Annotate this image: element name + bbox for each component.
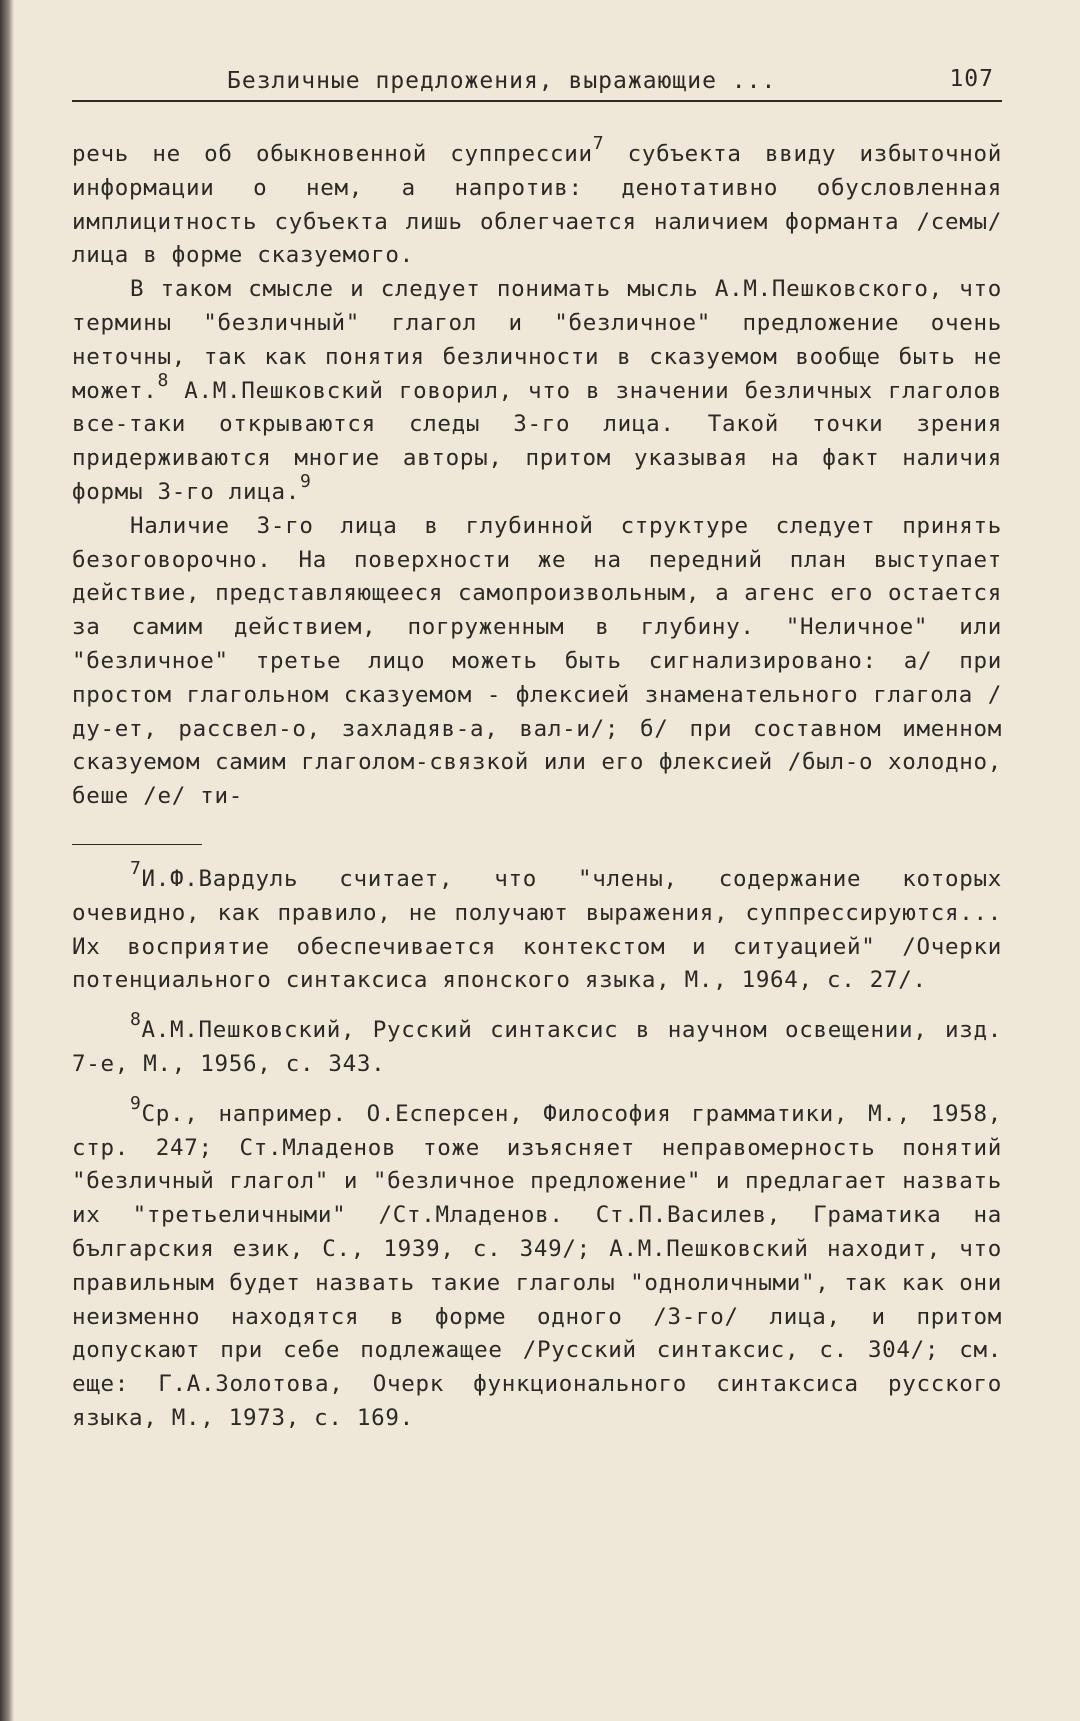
paragraph	[72, 273, 1002, 510]
text-run: субъекта ввиду избыточной информации о нем, а напротив: денотативно обусловленная имплицитность субъекта лишь облегчается наличием форманта /семы/ лица в форме сказуемого.	[72, 141, 1003, 269]
footnotes	[72, 857, 1002, 1436]
footnote-ref: 9	[299, 470, 312, 492]
footnote-text: И.Ф.Вардуль считает, что "члены, содержание которых очевидно, как правило, не получают выражения, суппрессируются... Их восприятие обеспечивается контекстом и ситуацией" /Очерки потенциального синтаксиса японского языка, М., 1964, с. 27/.	[72, 865, 1002, 994]
running-title: Безличные предложения, выражающие ...	[227, 68, 777, 94]
footnote-number: 8	[130, 1009, 142, 1031]
main-text	[72, 133, 1003, 814]
text-run: речь не об обыкновенной суппрессии	[72, 141, 593, 167]
footnote	[72, 857, 1002, 998]
footnote-text: Ср., например. О.Есперсен, Философия грамматики, М., 1958, стр. 247; Ст.Младенов тоже изъясняет неправомерность понятий "безличный глагол" и "безличное предложение" и предлагает назвать их "третьеличными" /Ст.Младенов. Ст.П.Василев, Граматика на българския език, С., 1939, с. 349/; А.М.Пешковский находит, что правильным будет назвать такие глаголы "одноличными", так как они неизменно находятся в форме одного /3-го/ лица, и притом допускают при себе подлежащее /Русский синтаксис, с. 304/; см. еще: Г.А.Золотова, Очерк функционального синтаксиса русского языка, М., 1973, с. 169.	[72, 1100, 1002, 1431]
paragraph	[72, 510, 1002, 814]
page-header	[72, 62, 1002, 102]
footnote-number: 9	[130, 1092, 142, 1114]
footnote	[72, 1009, 1002, 1082]
footnote	[72, 1092, 1002, 1436]
book-spine-shadow	[0, 0, 14, 1721]
book-page	[72, 62, 1002, 1452]
footnote-ref: 7	[592, 133, 605, 154]
text-run: В таком смысле и следует понимать мысль А.М.Пешковского, что термины "безличный" глагол и "безличное" предложение очень неточны, так как понятия безличности в сказуемом вообще быть не может.	[72, 276, 1002, 404]
footnote-number: 7	[130, 857, 142, 879]
page-number: 107	[949, 66, 994, 92]
text-run: А.М.Пешковский говорил, что в значении безличных глаголов все-таки открываются следы 3-го лица. Такой точки зрения придерживаются многие авторы, притом указывая на факт наличия формы 3-го лица.	[72, 377, 1002, 505]
footnote-text: А.М.Пешковский, Русский синтаксис в научном освещении, изд. 7-е, М., 1956, с. 343.	[72, 1017, 1002, 1077]
paragraph	[72, 133, 1003, 273]
footnote-ref: 8	[157, 369, 170, 391]
footnote-separator	[72, 844, 202, 845]
text-run: Наличие 3-го лица в глубинной структуре следует принять безоговорочно. На поверхности же на передний план выступает действие, представляющееся самопроизвольным, а агенс его остается за самим действием, погруженным в глубину. "Неличное" или "безличное" третье лицо можеть быть сигнализировано: а/ при простом глагольном сказуемом - флексией знаменательного глагола /ду-ет, рассвел-о, захладяв-а, вал-и/; б/ при составном именном сказуемом самим глаголом-связкой или его флексией /был-о холодно, беше /е/ ти-	[72, 512, 1002, 810]
